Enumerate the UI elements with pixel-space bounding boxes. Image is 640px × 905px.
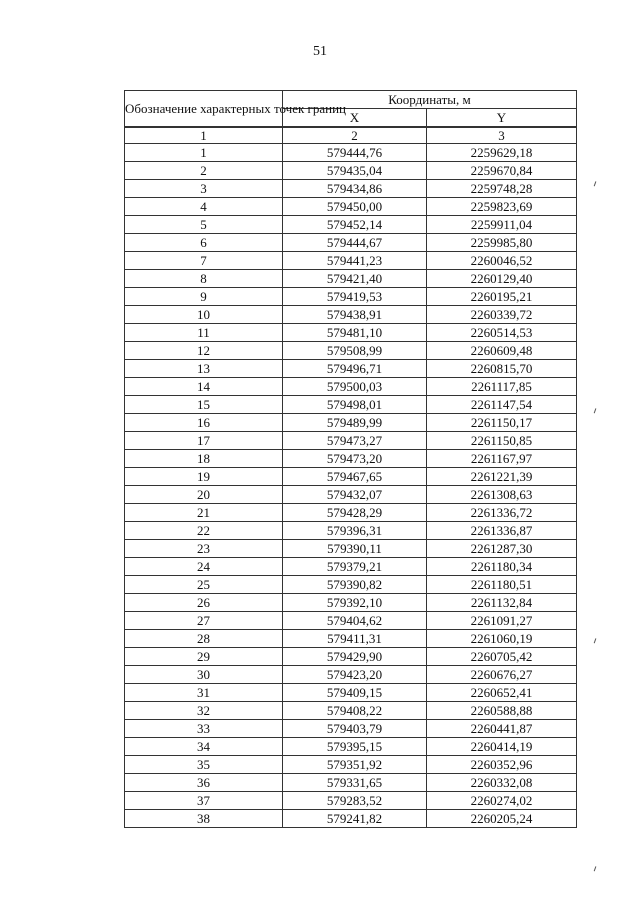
point-number-cell: 38: [125, 810, 283, 828]
x-coordinate-cell: 579473,27: [283, 432, 427, 450]
y-coordinate-cell: 2260195,21: [427, 288, 577, 306]
point-number-cell: 10: [125, 306, 283, 324]
table-row: [125, 342, 577, 360]
y-coordinate-cell: 2260205,24: [427, 810, 577, 828]
table-row: [125, 810, 577, 828]
table-row: [125, 432, 577, 450]
point-number-cell: 22: [125, 522, 283, 540]
point-number-cell: 28: [125, 630, 283, 648]
table-row: [125, 522, 577, 540]
table-row: [125, 738, 577, 756]
x-coordinate-cell: 579331,65: [283, 774, 427, 792]
x-coordinate-cell: 579434,86: [283, 180, 427, 198]
table-row: [125, 252, 577, 270]
x-coordinate-cell: 579283,52: [283, 792, 427, 810]
y-coordinate-cell: 2261180,34: [427, 558, 577, 576]
point-number-cell: 19: [125, 468, 283, 486]
y-coordinate-cell: 2260414,19: [427, 738, 577, 756]
y-coordinate-cell: 2261147,54: [427, 396, 577, 414]
x-coordinate-cell: 579508,99: [283, 342, 427, 360]
x-coordinate-cell: 579408,22: [283, 702, 427, 720]
y-coordinate-cell: 2261091,27: [427, 612, 577, 630]
column-number: 1: [125, 127, 283, 144]
table-row: [125, 360, 577, 378]
x-coordinate-cell: 579390,82: [283, 576, 427, 594]
x-coordinate-cell: 579396,31: [283, 522, 427, 540]
point-number-cell: 27: [125, 612, 283, 630]
x-coordinate-cell: 579428,29: [283, 504, 427, 522]
point-number-cell: 26: [125, 594, 283, 612]
x-coordinate-cell: 579467,65: [283, 468, 427, 486]
table-row: [125, 234, 577, 252]
table-row: [125, 378, 577, 396]
y-coordinate-cell: 2260514,53: [427, 324, 577, 342]
point-number-cell: 37: [125, 792, 283, 810]
table-row: [125, 216, 577, 234]
x-coordinate-cell: 579450,00: [283, 198, 427, 216]
x-coordinate-cell: 579429,90: [283, 648, 427, 666]
point-number-cell: 29: [125, 648, 283, 666]
x-coordinate-cell: 579444,76: [283, 144, 427, 162]
y-coordinate-cell: 2260274,02: [427, 792, 577, 810]
margin-mark: [594, 408, 598, 413]
table-row: [125, 576, 577, 594]
header-coordinates: Координаты, м: [283, 91, 577, 109]
y-coordinate-cell: 2259748,28: [427, 180, 577, 198]
table-row: [125, 648, 577, 666]
y-coordinate-cell: 2260676,27: [427, 666, 577, 684]
table-row: [125, 468, 577, 486]
x-coordinate-cell: 579404,62: [283, 612, 427, 630]
y-coordinate-cell: 2261132,84: [427, 594, 577, 612]
table-row: [125, 504, 577, 522]
x-coordinate-cell: 579441,23: [283, 252, 427, 270]
y-coordinate-cell: 2261060,19: [427, 630, 577, 648]
y-coordinate-cell: 2260339,72: [427, 306, 577, 324]
table-row: [125, 414, 577, 432]
y-coordinate-cell: 2261167,97: [427, 450, 577, 468]
y-coordinate-cell: 2260815,70: [427, 360, 577, 378]
point-number-cell: 6: [125, 234, 283, 252]
margin-mark: [594, 866, 598, 871]
y-coordinate-cell: 2260652,41: [427, 684, 577, 702]
point-number-cell: 9: [125, 288, 283, 306]
x-coordinate-cell: 579498,01: [283, 396, 427, 414]
point-number-cell: 30: [125, 666, 283, 684]
x-coordinate-cell: 579419,53: [283, 288, 427, 306]
table-row: [125, 666, 577, 684]
column-number: 2: [283, 127, 427, 144]
y-coordinate-cell: 2260332,08: [427, 774, 577, 792]
table-row: [125, 792, 577, 810]
x-coordinate-cell: 579390,11: [283, 540, 427, 558]
x-coordinate-cell: 579496,71: [283, 360, 427, 378]
table-row: [125, 396, 577, 414]
point-number-cell: 5: [125, 216, 283, 234]
table-row: [125, 144, 577, 162]
table-row: [125, 540, 577, 558]
table-row: [125, 720, 577, 738]
table-row: [125, 450, 577, 468]
x-coordinate-cell: 579421,40: [283, 270, 427, 288]
point-number-cell: 35: [125, 756, 283, 774]
x-coordinate-cell: 579241,82: [283, 810, 427, 828]
table-row: [125, 180, 577, 198]
point-number-cell: 15: [125, 396, 283, 414]
y-coordinate-cell: 2260352,96: [427, 756, 577, 774]
x-coordinate-cell: 579411,31: [283, 630, 427, 648]
table-row: [125, 702, 577, 720]
point-number-cell: 7: [125, 252, 283, 270]
table-row: [125, 630, 577, 648]
point-number-cell: 21: [125, 504, 283, 522]
point-number-cell: 36: [125, 774, 283, 792]
x-coordinate-cell: 579452,14: [283, 216, 427, 234]
column-number-row: [125, 127, 577, 144]
point-number-cell: 16: [125, 414, 283, 432]
margin-mark: [594, 181, 598, 186]
point-number-cell: 33: [125, 720, 283, 738]
coordinates-table: [124, 90, 577, 828]
page-number: 51: [313, 44, 327, 59]
x-coordinate-cell: 579500,03: [283, 378, 427, 396]
y-coordinate-cell: 2260609,48: [427, 342, 577, 360]
y-coordinate-cell: 2261180,51: [427, 576, 577, 594]
header-y: Y: [427, 109, 577, 128]
x-coordinate-cell: 579379,21: [283, 558, 427, 576]
point-number-cell: 31: [125, 684, 283, 702]
point-number-cell: 20: [125, 486, 283, 504]
table-row: [125, 612, 577, 630]
table-row: [125, 324, 577, 342]
header-x: X: [283, 109, 427, 128]
table-row: [125, 288, 577, 306]
table-row: [125, 558, 577, 576]
y-coordinate-cell: 2261336,87: [427, 522, 577, 540]
point-number-cell: 3: [125, 180, 283, 198]
x-coordinate-cell: 579395,15: [283, 738, 427, 756]
point-number-cell: 2: [125, 162, 283, 180]
header-point-designation: Обозначение характерных точек границ: [125, 91, 283, 128]
y-coordinate-cell: 2260441,87: [427, 720, 577, 738]
x-coordinate-cell: 579351,92: [283, 756, 427, 774]
x-coordinate-cell: 579438,91: [283, 306, 427, 324]
point-number-cell: 32: [125, 702, 283, 720]
x-coordinate-cell: 579444,67: [283, 234, 427, 252]
y-coordinate-cell: 2259911,04: [427, 216, 577, 234]
y-coordinate-cell: 2259670,84: [427, 162, 577, 180]
point-number-cell: 11: [125, 324, 283, 342]
y-coordinate-cell: 2259985,80: [427, 234, 577, 252]
y-coordinate-cell: 2261221,39: [427, 468, 577, 486]
table-row: [125, 756, 577, 774]
y-coordinate-cell: 2261117,85: [427, 378, 577, 396]
table-body: [125, 127, 577, 828]
table-row: [125, 486, 577, 504]
y-coordinate-cell: 2260046,52: [427, 252, 577, 270]
table-row: [125, 684, 577, 702]
table-row: [125, 594, 577, 612]
y-coordinate-cell: 2259629,18: [427, 144, 577, 162]
y-coordinate-cell: 2261308,63: [427, 486, 577, 504]
point-number-cell: 24: [125, 558, 283, 576]
x-coordinate-cell: 579432,07: [283, 486, 427, 504]
point-number-cell: 23: [125, 540, 283, 558]
y-coordinate-cell: 2260129,40: [427, 270, 577, 288]
point-number-cell: 17: [125, 432, 283, 450]
point-number-cell: 34: [125, 738, 283, 756]
point-number-cell: 25: [125, 576, 283, 594]
y-coordinate-cell: 2259823,69: [427, 198, 577, 216]
y-coordinate-cell: 2260705,42: [427, 648, 577, 666]
x-coordinate-cell: 579435,04: [283, 162, 427, 180]
x-coordinate-cell: 579403,79: [283, 720, 427, 738]
table-row: [125, 306, 577, 324]
point-number-cell: 1: [125, 144, 283, 162]
table-row: [125, 270, 577, 288]
table-row: [125, 774, 577, 792]
point-number-cell: 14: [125, 378, 283, 396]
x-coordinate-cell: 579489,99: [283, 414, 427, 432]
x-coordinate-cell: 579392,10: [283, 594, 427, 612]
point-number-cell: 12: [125, 342, 283, 360]
y-coordinate-cell: 2261150,85: [427, 432, 577, 450]
column-number: 3: [427, 127, 577, 144]
point-number-cell: 8: [125, 270, 283, 288]
point-number-cell: 13: [125, 360, 283, 378]
y-coordinate-cell: 2261336,72: [427, 504, 577, 522]
x-coordinate-cell: 579409,15: [283, 684, 427, 702]
x-coordinate-cell: 579473,20: [283, 450, 427, 468]
point-number-cell: 4: [125, 198, 283, 216]
point-number-cell: 18: [125, 450, 283, 468]
y-coordinate-cell: 2261287,30: [427, 540, 577, 558]
y-coordinate-cell: 2260588,88: [427, 702, 577, 720]
margin-mark: [594, 638, 598, 643]
x-coordinate-cell: 579481,10: [283, 324, 427, 342]
x-coordinate-cell: 579423,20: [283, 666, 427, 684]
table-row: [125, 198, 577, 216]
table-row: [125, 162, 577, 180]
y-coordinate-cell: 2261150,17: [427, 414, 577, 432]
